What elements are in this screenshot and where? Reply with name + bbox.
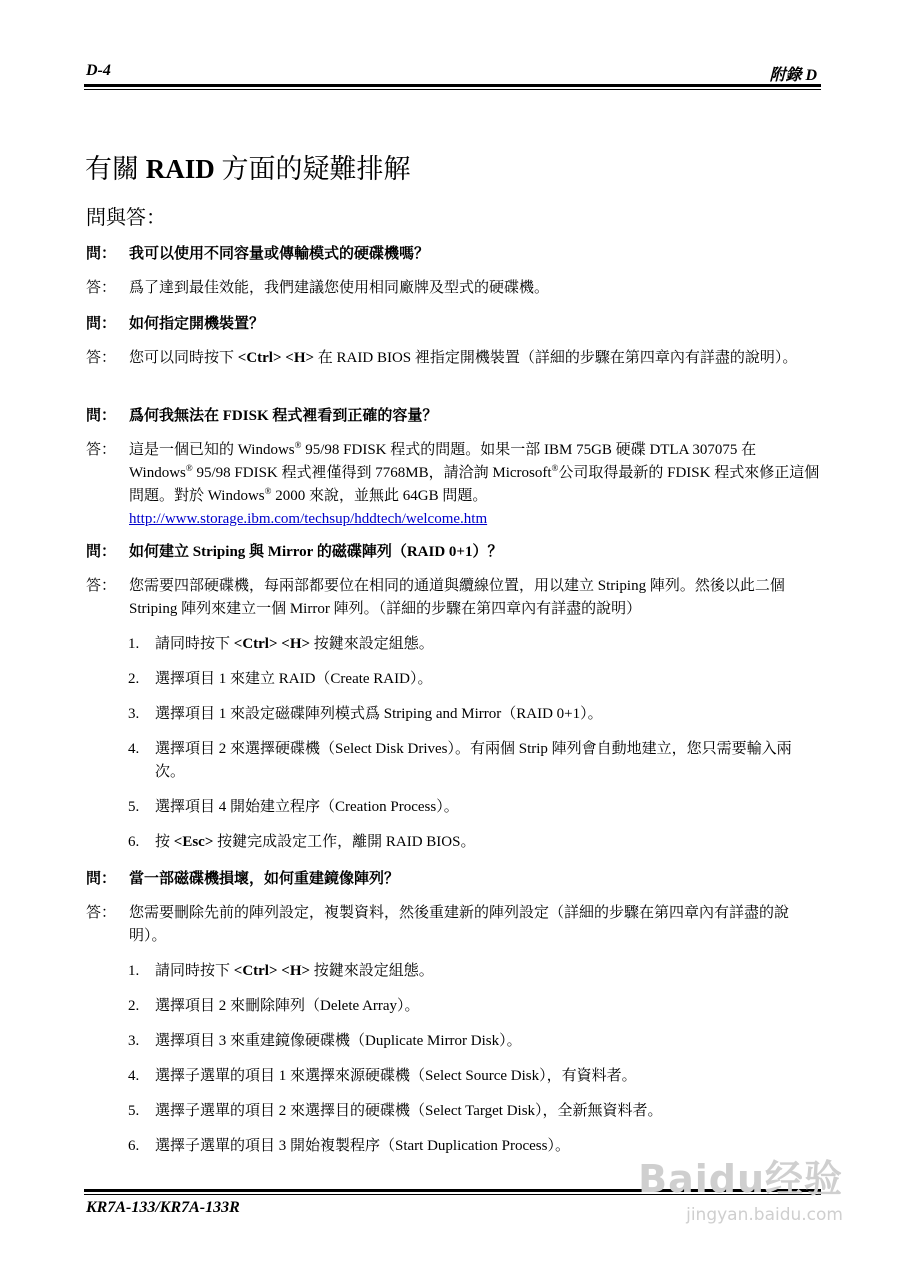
list-item: 3. 選擇項目 1 來設定磁碟陣列模式爲 Striping and Mirror（RAID 0+1）。 [128, 706, 603, 722]
list-item: 3. 選擇項目 3 來重建鏡像硬碟機（Duplicate Mirror Disk）。 [128, 1033, 522, 1049]
question-label: 問： [86, 871, 117, 887]
question-3: 問： 爲何我無法在 FDISK 程式裡看到正確的容量？ [86, 405, 821, 428]
list-item: 6. 選擇子選單的項目 3 開始複製程序（Start Duplication Process）。 [128, 1138, 570, 1154]
appendix-header: 附錄 D [769, 67, 817, 84]
answer-2: 答： 您可以同時按下 <Ctrl> <H> 在 RAID BIOS 裡指定開機裝置（詳細的步驟在第四章內有詳盡的說明）。 [86, 347, 821, 370]
answer-1: 答： 爲了達到最佳效能，我們建議您使用相同廠牌及型式的硬碟機。 [86, 277, 821, 300]
watermark-url: jingyan.baidu.com [686, 1205, 843, 1225]
list-item: 4. 選擇項目 2 來選擇硬碟機（Select Disk Drives）。有兩個 Strip 陣列會自動地建立，您只需要輸入兩次。 [128, 741, 792, 780]
answer-label: 答： [86, 442, 117, 458]
answer-label: 答： [86, 350, 117, 366]
header-rule-thick [84, 84, 821, 87]
list-item: 5. 選擇項目 4 開始建立程序（Creation Process）。 [128, 799, 459, 815]
list-item: 6. 按 <Esc> 按鍵完成設定工作，離開 RAID BIOS。 [128, 834, 476, 850]
baidu-logo: Baidu经验 [638, 1157, 843, 1201]
list-item: 1. 請同時按下 <Ctrl> <H> 按鍵來設定組態。 [128, 963, 434, 979]
question-label: 問： [86, 408, 117, 424]
question-label: 問： [86, 316, 117, 332]
answer-3: 答： 這是一個已知的 Windows® 95/98 FDISK 程式的問題。如果一部 IBM 75GB 硬碟 DTLA 307075 在 Windows® 95/98 FDISK 程式裡僅得到 7768MB，請洽詢 Microsoft®公司取得最新的 FDISK 程式來修正這個問題。對於 Windows® 2000 來說，並無此 64GB 問題。 http://www.storage.ibm.com/techsup/hddtech/welcome.htm [86, 440, 820, 527]
answer-4: 答： 您需要四部硬碟機，每兩部都要位在相同的通道與纜線位置，用以建立 Striping 陣列。然後以此二個 Striping 陣列來建立一個 Mirror 陣列。（詳細的步驟在第四章內有詳盡的說明） [86, 575, 821, 621]
answer-label: 答： [86, 578, 117, 594]
ibm-support-link[interactable]: http://www.storage.ibm.com/techsup/hddtech/welcome.htm [129, 511, 488, 527]
section-subtitle: 問與答： [86, 207, 166, 229]
h-key: <H> [285, 350, 315, 366]
list-item: 5. 選擇子選單的項目 2 來選擇目的硬碟機（Select Target Disk），全新無資料者。 [128, 1103, 663, 1119]
answer-5: 答： 您需要刪除先前的陣列設定，複製資料，然後重建新的陣列設定（詳細的步驟在第四章內有詳盡的說明）。 [86, 902, 821, 948]
question-1: 問： 我可以使用不同容量或傳輸模式的硬碟機嗎？ [86, 243, 821, 266]
header-rule-thin [84, 89, 821, 90]
question-4: 問： 如何建立 Striping 與 Mirror 的磁碟陣列（RAID 0+1）？ [86, 541, 821, 564]
question-label: 問： [86, 246, 117, 262]
list-item: 2. 選擇項目 2 來刪除陣列（Delete Array）。 [128, 998, 420, 1014]
list-item: 2. 選擇項目 1 來建立 RAID（Create RAID）。 [128, 671, 433, 687]
question-2: 問： 如何指定開機裝置？ [86, 313, 821, 336]
ctrl-key: <Ctrl> [237, 350, 282, 366]
baidu-watermark [638, 1148, 843, 1225]
page-number-header: D-4 [86, 62, 111, 79]
model-footer: KR7A-133/KR7A-133R [86, 1199, 240, 1216]
list-item: 1. 請同時按下 <Ctrl> <H> 按鍵來設定組態。 [128, 636, 434, 652]
question-label: 問： [86, 544, 117, 560]
list-item: 4. 選擇子選單的項目 1 來選擇來源硬碟機（Select Source Disk），有資料者。 [128, 1068, 637, 1084]
question-5: 問： 當一部磁碟機損壞，如何重建鏡像陣列？ [86, 868, 821, 891]
page-title: 有關 RAID 方面的疑難排解 [85, 154, 411, 184]
answer-label: 答： [86, 905, 117, 921]
answer-label: 答： [86, 280, 117, 296]
